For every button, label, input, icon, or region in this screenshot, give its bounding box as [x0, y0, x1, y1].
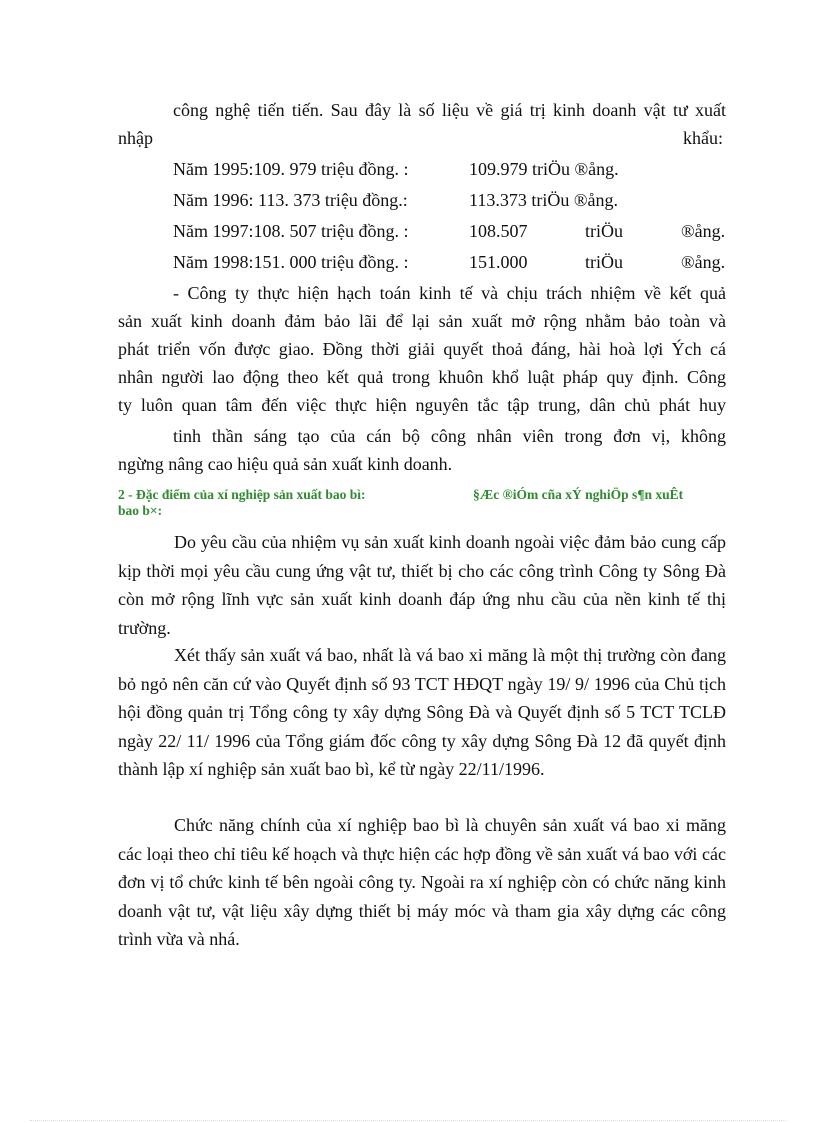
revenue-value: 151.000 [469, 252, 528, 272]
section-heading-garbled: §Æc ®iÓm cña xÝ nghiÖp s¶n xuÊt [473, 487, 684, 502]
revenue-value: 113.373 triÖu ®ång. [469, 190, 618, 210]
revenue-unit: ®ång. [681, 221, 726, 241]
section-heading: 2 - Đặc điểm của xí nghiệp sản xuất bao bì: [118, 487, 366, 502]
revenue-unit: triÖu [585, 252, 623, 272]
paragraph-requirements: Do yêu cầu của nhiệm vụ sản xuất kinh doanh ngoài việc đảm bảo cung cấp kịp thời mọi yêu cầu cung ứng vật tư, thiết bị cho các công trình Công ty Sông Đà còn mở rộng lĩnh vực sản xuất kinh doanh đáp ứng nhu cầu của nền kinh tế thị trường. [118, 532, 726, 638]
accounting-line: nhân người lao động theo kết quả trong khuôn khổ luật pháp quy định. Công [118, 367, 726, 387]
spirit-line: ngừng nâng cao hiệu quả sản xuất kinh doanh. [118, 454, 453, 474]
spirit-line: tinh thần sáng tạo của cán bộ công nhân viên trong đơn vị, không [173, 426, 726, 446]
page-bottom-rule [30, 1120, 786, 1121]
paragraph-market: Xét thấy sản xuất vá bao, nhất là vá bao xi măng là một thị trường còn đang bỏ ngỏ nên căn cứ vào Quyết định số 93 TCT HĐQT ngày 19/ 9/ 1996 của Chủ tịch hội đồng quản trị Tổng công ty xây dựng Sông Đà và Quyết định số 5 TCT TCLĐ ngày 22/ 11/ 1996 của Tổng giám đốc công ty xây dựng Sông Đà 12 đã quyết định thành lập xí nghiệp sản xuất bao bì, kể từ ngày 22/11/1996. [118, 645, 726, 779]
section-heading-continuation: bao b×: [118, 503, 163, 518]
revenue-unit: ®ång. [681, 252, 726, 272]
accounting-line: - Công ty thực hiện hạch toán kinh tế và chịu trách nhiệm về kết quả [173, 283, 726, 303]
revenue-year-label: Năm 1997:108. 507 triệu đồng. : [173, 221, 409, 241]
accounting-line: phát triển vốn được giao. Đồng thời giải quyết thoả đáng, hài hoà lợi Ých cá [118, 339, 726, 359]
revenue-year-label: Năm 1996: 113. 373 triệu đồng.: [173, 190, 408, 210]
accounting-line: ty luôn quan tâm đến việc thực hiện nguyên tắc tập trung, dân chủ phát huy [118, 395, 726, 415]
paragraph-functions: Chức năng chính của xí nghiệp bao bì là chuyên sản xuất vá bao xi măng các loại theo chỉ tiêu kế hoạch và thực hiện các hợp đồng về sản xuất vá bao với các đơn vị tổ chức kinh tế bên ngoài công ty. Ngoài ra xí nghiệp còn có chức năng kinh doanh vật tư, vật liệu xây dựng thiết bị máy móc và tham gia xây dựng các công trình vừa và nhá. [118, 815, 726, 949]
intro-line-right: khẩu: [683, 128, 723, 148]
accounting-line: sản xuất kinh doanh đảm bảo lãi để lại sản xuất mở rộng nhằm bảo toàn và [118, 311, 726, 331]
revenue-unit: triÖu [585, 221, 623, 241]
intro-line: công nghệ tiến tiến. Sau đây là số liệu về giá trị kinh doanh vật tư xuất [173, 100, 726, 120]
revenue-value: 109.979 triÖu ®ång. [469, 159, 619, 179]
revenue-year-label: Năm 1998:151. 000 triệu đồng. : [173, 252, 409, 272]
revenue-value: 108.507 [469, 221, 528, 241]
intro-line-left: nhập [118, 128, 153, 148]
revenue-year-label: Năm 1995:109. 979 triệu đồng. : [173, 159, 409, 179]
